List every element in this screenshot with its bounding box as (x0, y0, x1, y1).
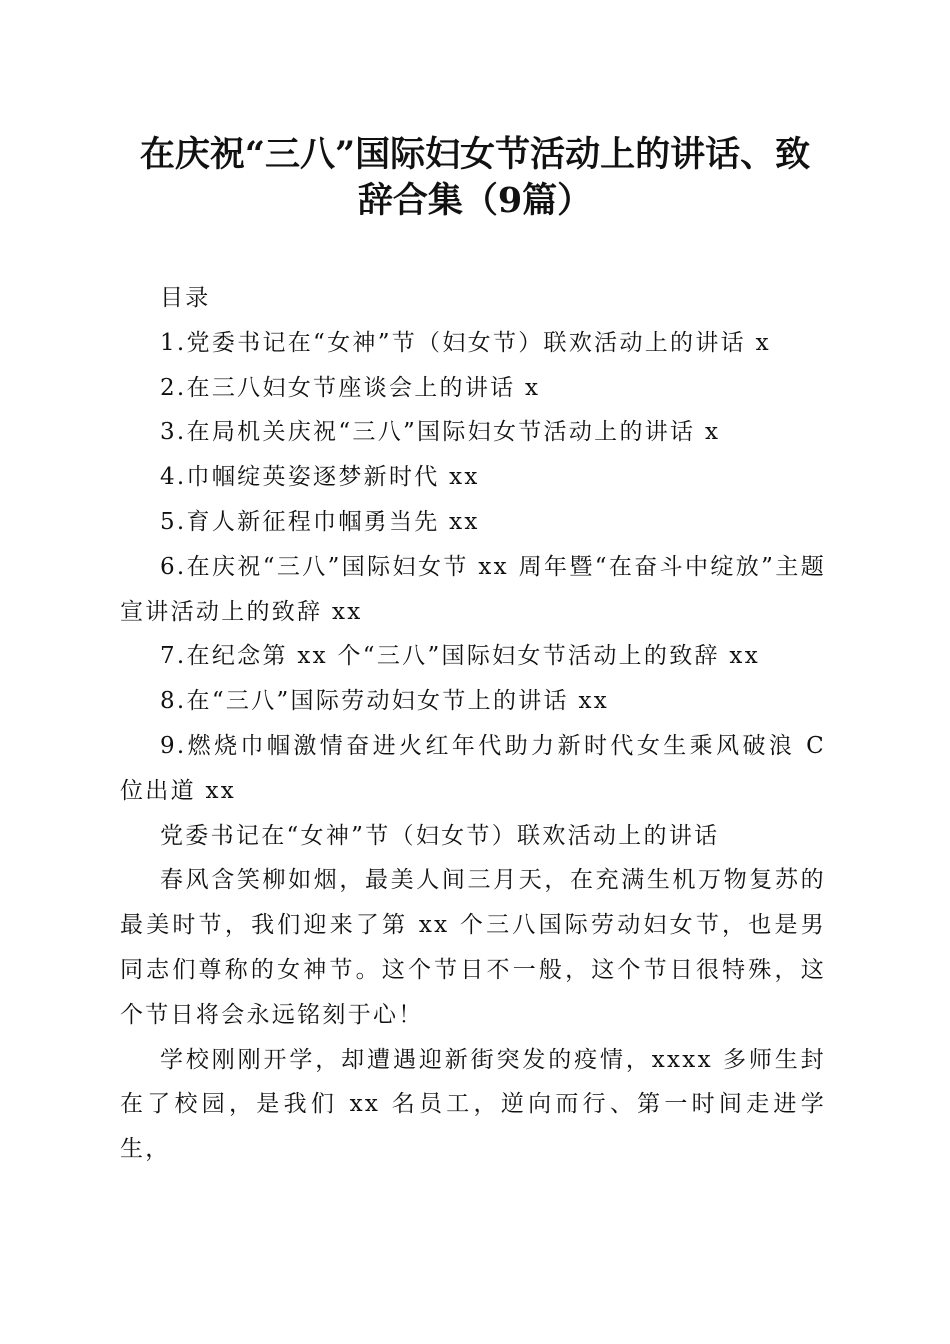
toc-heading: 目录 (160, 285, 211, 311)
title-line: 在庆祝“三八”国际妇女节活动上的讲话、致 (139, 134, 811, 175)
document-title (118, 132, 832, 224)
document-body (120, 276, 826, 1172)
toc-item: 6.在庆祝“三八”国际妇女节 xx 周年暨“在奋斗中绽放”主题宣讲活动上的致辞 xx (120, 553, 826, 625)
toc-item: 3.在局机关庆祝“三八”国际妇女节活动上的讲话 x (160, 419, 721, 446)
toc-item: 4.巾帼绽英姿逐梦新时代 xx (160, 464, 480, 491)
title-line: 辞合集（9篇） (357, 180, 593, 221)
toc-item: 7.在纪念第 xx 个“三八”国际妇女节活动上的致辞 xx (160, 643, 760, 670)
section-heading: 党委书记在“女神”节（妇女节）联欢活动上的讲话 (160, 822, 720, 849)
toc-item: 2.在三八妇女节座谈会上的讲话 x (160, 374, 541, 401)
body-paragraph: 春风含笑柳如烟，最美人间三月天，在充满生机万物复苏的最美时节，我们迎来了第 xx 个三八国际劳动妇女节，也是男同志们尊称的女神节。这个节日不一般，这个节日很特殊，这个节日将会永远铭刻于心！ (120, 867, 826, 1028)
body-paragraph: 学校刚刚开学，却遭遇迎新街突发的疫情，xxxx 多师生封在了校园，是我们 xx 名员工，逆向而行、第一时间走进学生， (120, 1046, 826, 1163)
toc-item: 5.育人新征程巾帼勇当先 xx (160, 508, 480, 535)
toc-item: 8.在“三八”国际劳动妇女节上的讲话 xx (160, 688, 610, 715)
toc-item: 1.党委书记在“女神”节（妇女节）联欢活动上的讲话 x (160, 329, 771, 356)
toc-item: 9.燃烧巾帼激情奋进火红年代助力新时代女生乘风破浪 C 位出道 xx (120, 732, 826, 804)
